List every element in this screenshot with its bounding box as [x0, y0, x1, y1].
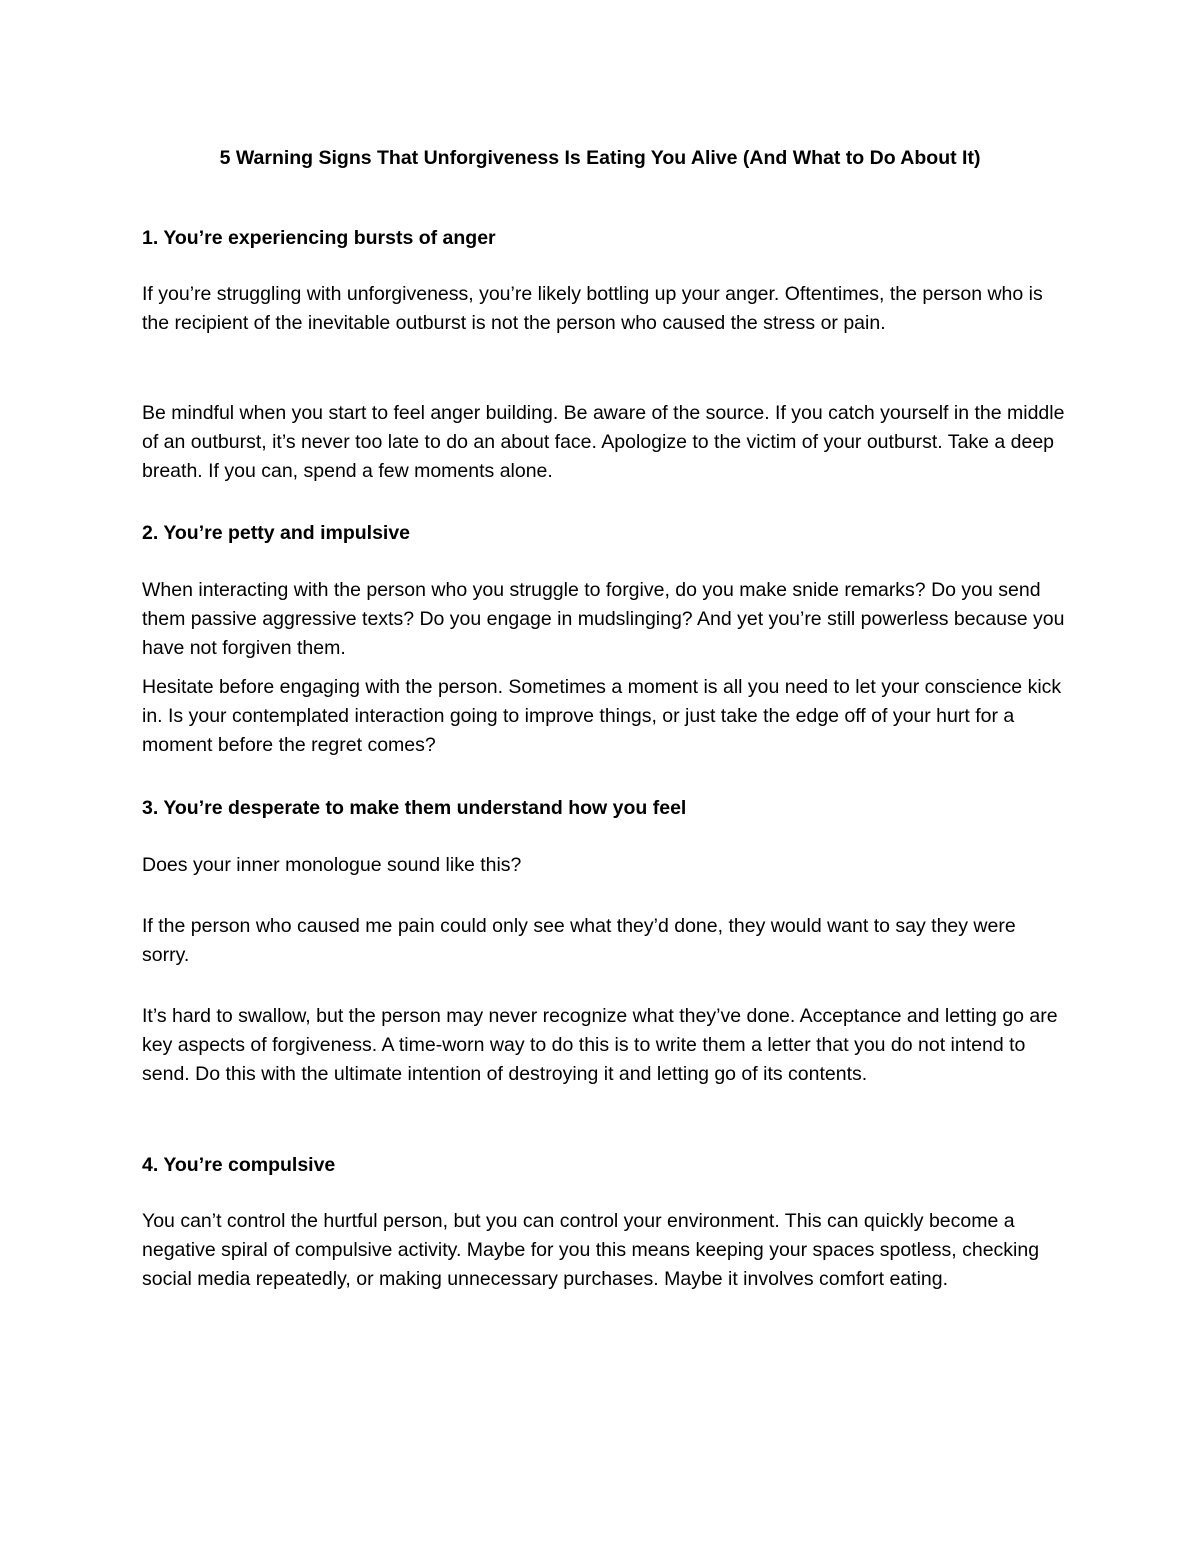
section-4-heading: 4. You’re compulsive [142, 1154, 336, 1176]
section-1-paragraph-2: Be mindful when you start to feel anger building. Be aware of the source. If you catch yourself in the middle of an outburst, it’s never too late to do an about face. Apologize to the victim of your outburst. Take a deep breath. If you can, spend a few moments alone. [142, 402, 1065, 482]
section-2-heading: 2. You’re petty and impulsive [142, 522, 411, 544]
section-3-paragraph-3: It’s hard to swallow, but the person may never recognize what they’ve done. Acceptance and letting go are key aspects of forgiveness. A time-worn way to do this is to write them a letter that you do not intend to send. Do this with the ultimate intention of destroying it and letting go of its contents. [142, 1005, 1058, 1085]
document-title: 5 Warning Signs That Unforgiveness Is Eating You Alive (And What to Do About It) [219, 147, 981, 169]
section-3-paragraph-1: Does your inner monologue sound like this? [142, 854, 522, 876]
section-1-heading: 1. You’re experiencing bursts of anger [142, 227, 496, 249]
section-4-paragraph-1: You can’t control the hurtful person, but you can control your environment. This can quickly become a negative spiral of compulsive activity. Maybe for you this means keeping your spaces spotless, checking social media repeatedly, or making unnecessary purchases. Maybe it involves comfort eating. [142, 1210, 1040, 1290]
section-3-paragraph-2: If the person who caused me pain could only see what they’d done, they would want to say they were sorry. [142, 915, 1016, 966]
section-2-paragraph-1: When interacting with the person who you struggle to forgive, do you make snide remarks? Do you send them passive aggressive texts? Do you engage in mudslinging? And yet you’re still powerless because you have not forgiven them. [142, 579, 1065, 659]
section-1-paragraph-1: If you’re struggling with unforgiveness, you’re likely bottling up your anger. Oftentimes, the person who is the recipient of the inevitable outburst is not the person who caused the stress or pain. [142, 283, 1043, 334]
section-3-heading: 3. You’re desperate to make them understand how you feel [142, 797, 687, 819]
section-2-paragraph-2: Hesitate before engaging with the person. Sometimes a moment is all you need to let your conscience kick in. Is your contemplated interaction going to improve things, or just take the edge off of your hurt for a moment before the regret comes? [142, 676, 1062, 756]
